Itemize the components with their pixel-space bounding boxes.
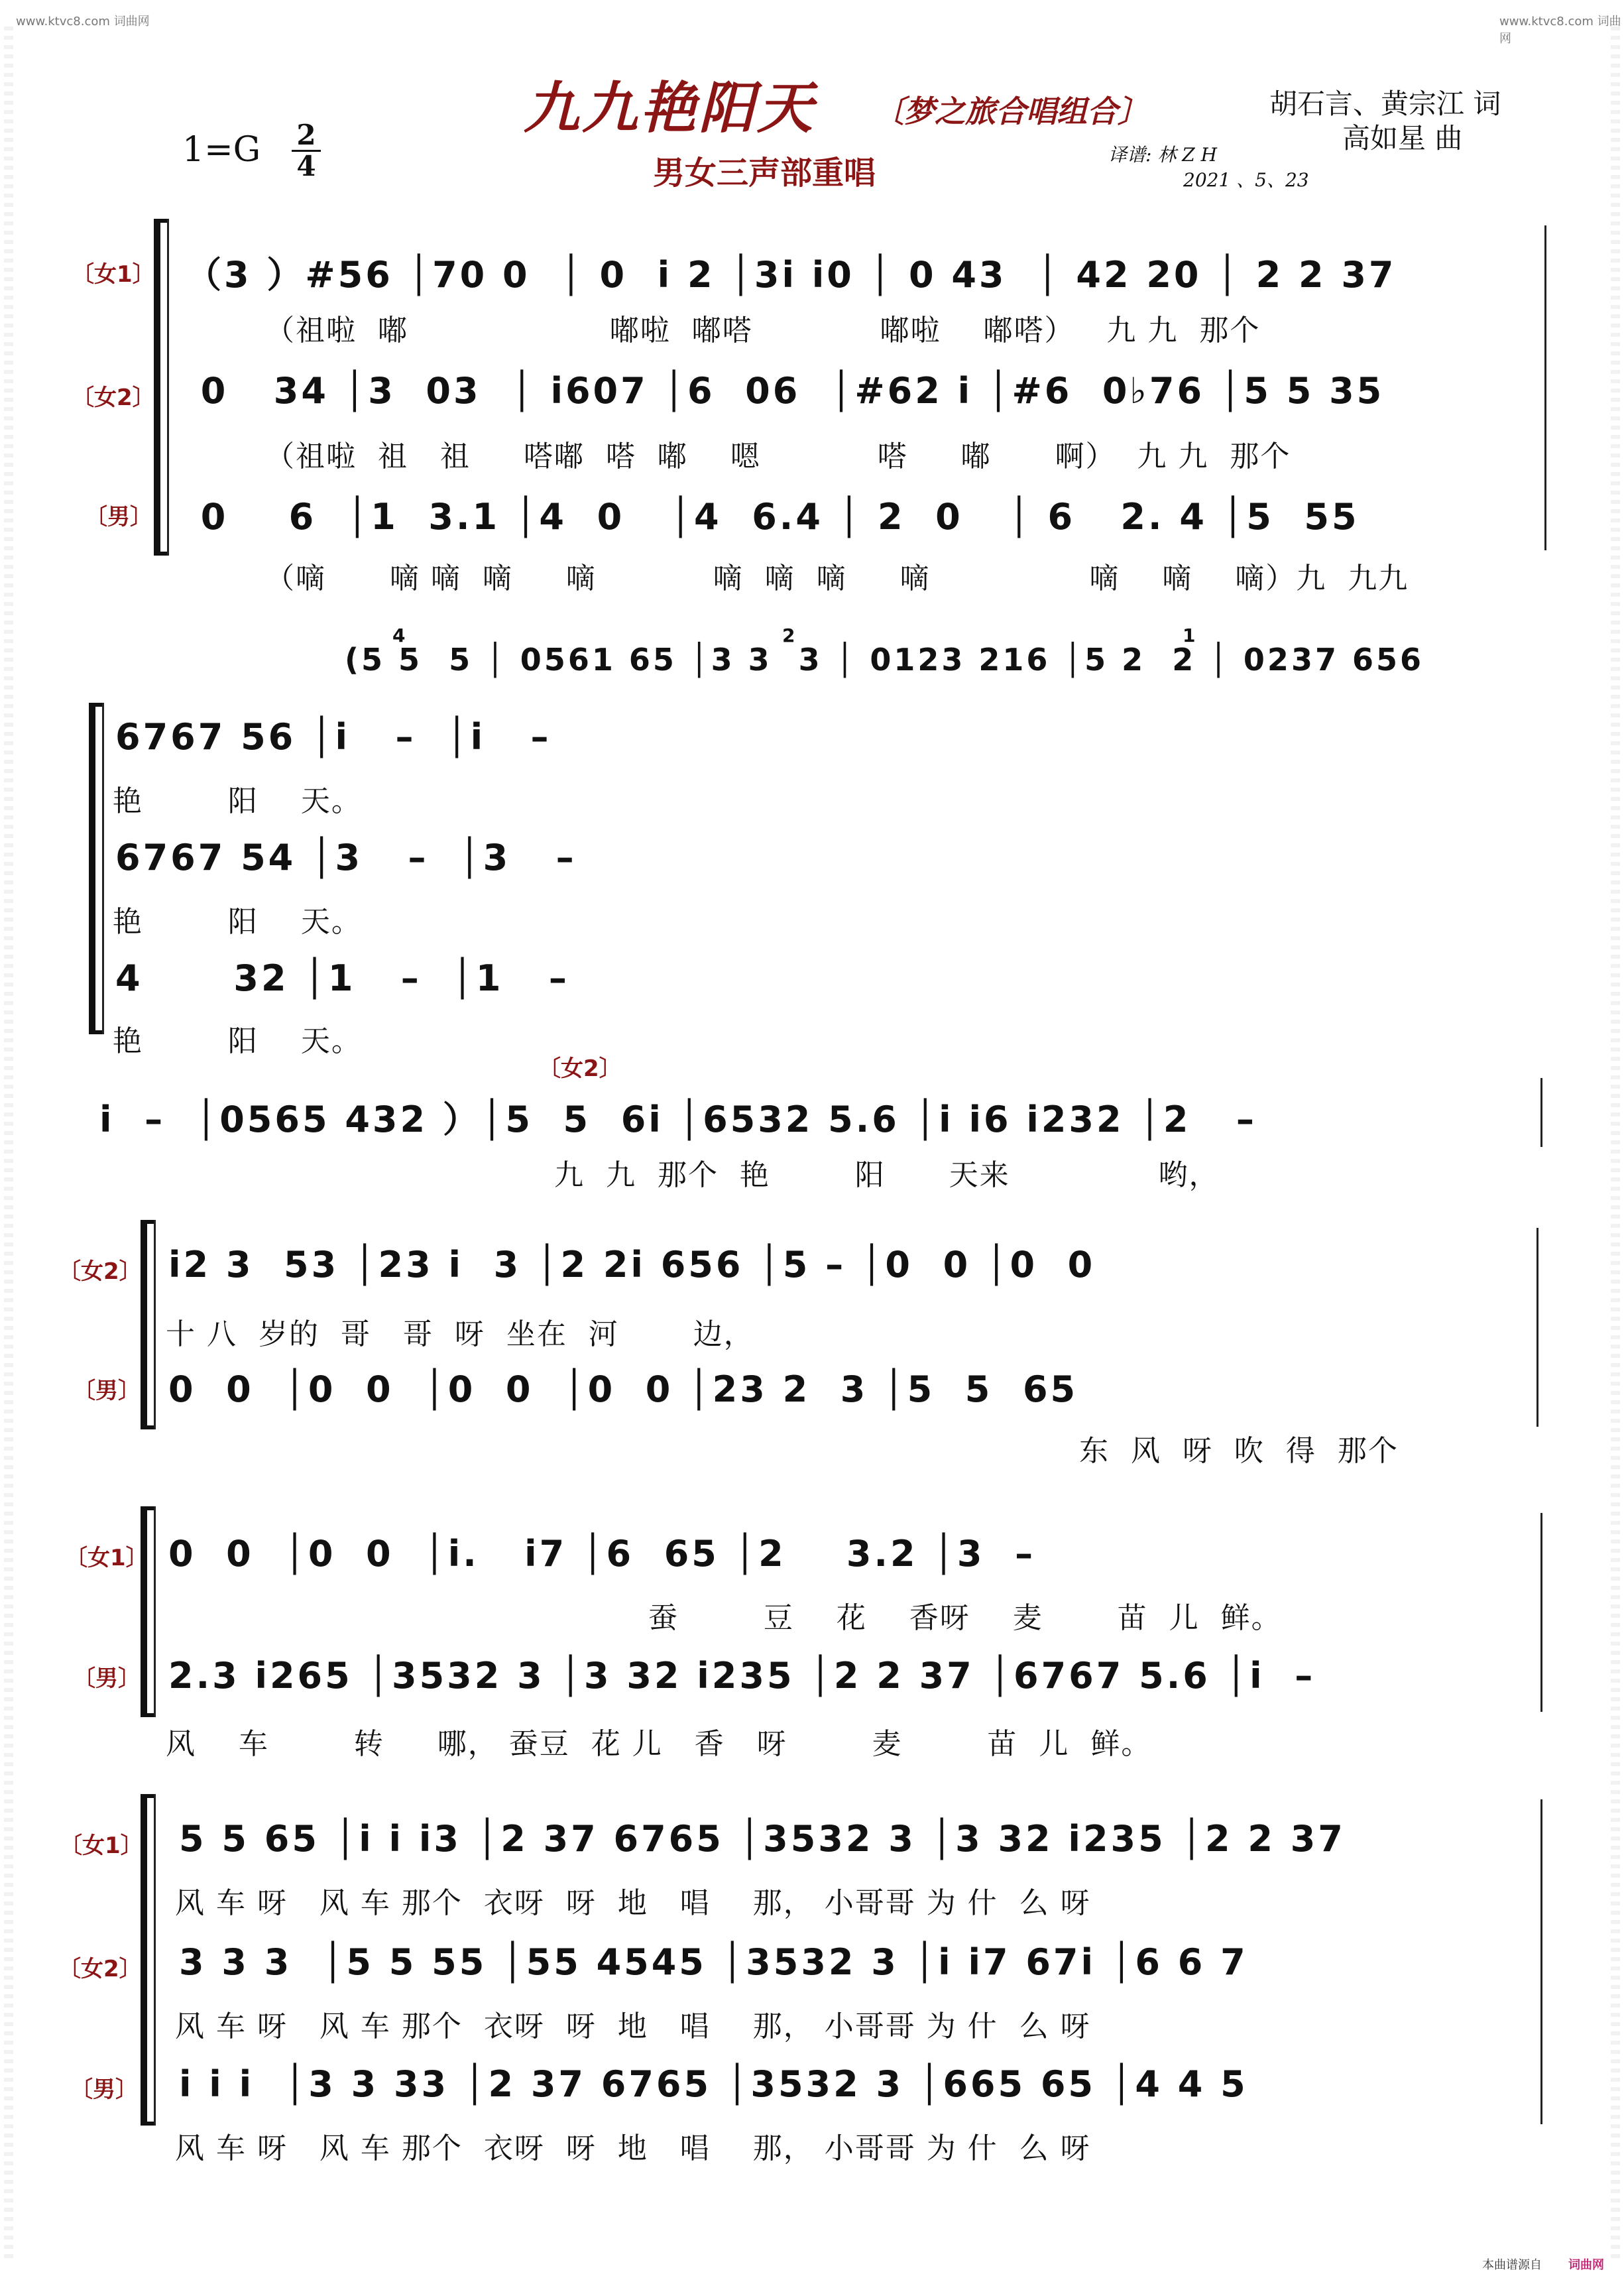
grace-note: 2 [782,625,795,646]
time-signature [292,121,321,181]
brace-cap [141,1506,155,1510]
arrangement-subtitle: 男女三声部重唱 [653,154,876,192]
time-numerator: 2 [296,119,316,151]
part-label-m: 〔男〕 [70,2076,138,2103]
system2-m-notes: 4 32 │1 – │1 – [115,957,569,999]
system5-m-lyrics: 风 车 转 哪， 蚕豆 花 儿 香 呀 麦 苗 儿 鲜。 [166,1727,1152,1761]
brace-cap [154,219,168,223]
system4-brace [141,1220,147,1429]
system5-f1-lyrics: 蚕 豆 花 香呀 麦 苗 儿 鲜。 [648,1601,1282,1635]
right-margin-strip [1611,27,1620,2261]
lyricist-credit: 胡石言、黄宗江 词 [1269,88,1501,120]
system3-notes: i – │0565 432 ）│5 5 6i │6532 5.6 │i i6 i232 │2 – [99,1099,1257,1140]
system6-f2-notes: 3 3 3 │5 5 55 │55 4545 │3532 3 │i i7 67i │6 6 7 [179,1941,1248,1983]
brace-cap [89,703,103,707]
part-label-f2: 〔女2〕 [72,385,155,411]
system1-m-notes: 0 6 │1 3.1 │4 0 │4 6.4 │ 2 0 │ 6 2. 4 │5 55 [186,496,1360,538]
system6-barline-start [154,1794,156,2126]
song-title: 九九艳阳天 [524,76,816,141]
system5-m-notes: 2.3 i265 │3532 3 │3 32 i235 │2 2 37 │6767 5.6 │i – [168,1655,1316,1697]
grace-note: 4 [392,625,406,646]
part-label-m: 〔男〕 [85,504,152,530]
brace-cap [141,1794,155,1798]
key-signature: 1=G [182,130,261,170]
performer-group: 〔梦之旅合唱组合〕 [874,93,1148,129]
system1-f1-lyrics: （祖啦 嘟 嘟啦 嘟嗒 嘟啦 嘟嗒） 九 九 那个 [265,314,1261,347]
system6-barline-end [1540,1799,1542,2124]
system5-barline-start [154,1506,156,1717]
system6-m-notes: i i i │3 3 33 │2 37 6765 │3532 3 │665 65 │4 4 5 [179,2063,1248,2105]
system2-f2-notes: 6767 54 │3 – │3 – [115,837,577,878]
part-label-m: 〔男〕 [73,1665,141,1692]
site-watermark-left: www.ktvc8.com 词曲网 [16,15,150,29]
system2-f2-lyrics: 艳 阳 天。 [113,905,362,939]
brace-cap [141,1425,155,1429]
time-denominator: 4 [292,150,321,181]
system6-f2-lyrics: 风 车 呀 风 车 那个 衣呀 呀 地 唱 那， 小哥哥 为 什 么 呀 [175,2010,1091,2043]
system5-brace [141,1506,147,1717]
part-label-f2-solo: 〔女2〕 [538,1055,622,1082]
system2-brace [89,703,95,1034]
system2-f1-notes: 6767 56 │i – │i – [115,716,551,758]
part-label-f1: 〔女1〕 [72,261,155,288]
system5-f1-notes: 0 0 │0 0 │i. i7 │6 65 │2 3.2 │3 – [168,1533,1036,1575]
system3-barline-end [1540,1078,1542,1147]
system4-m-notes: 0 0 │0 0 │0 0 │0 0 │23 2 3 │5 5 65 [168,1368,1078,1410]
left-margin-strip [4,27,13,2261]
brace-cap [141,2122,155,2126]
system2-intro-notes: (5 5 5 │ 0561 65 │3 3 3 │ 0123 216 │5 2 2 │ 0237 656 [345,642,1424,678]
transcription-date: 2021 、5、23 [1183,169,1309,191]
part-label-f1: 〔女1〕 [60,1833,143,1859]
brace-cap [141,1713,155,1717]
composer-credit: 高如星 曲 [1342,122,1463,154]
system1-f2-notes: 0 34 │3 03 │ i607 │6 06 │#62 i │#6 0♭76 │5 5 35 [186,370,1385,412]
brace-cap [141,1220,155,1224]
system1-m-lyrics: （嘀 嘀 嘀 嘀 嘀 嘀 嘀 嘀 嘀 嘀 嘀 嘀）九 九九 [265,562,1409,595]
footer-site: 词曲网 [1568,2258,1604,2272]
system3-lyrics: 九 九 那个 艳 阳 天来 哟， [554,1158,1220,1192]
system6-f1-notes: 5 5 65 │i i i3 │2 37 6765 │3532 3 │3 32 i235 │2 2 37 [179,1818,1346,1860]
system2-m-lyrics: 艳 阳 天。 [113,1024,362,1058]
transcriber-credit: 译谱: 林 Z H [1108,144,1218,166]
system4-barline-end [1537,1228,1538,1427]
footer-source: 本曲谱源自 [1482,2258,1542,2272]
system6-m-lyrics: 风 车 呀 风 车 那个 衣呀 呀 地 唱 那， 小哥哥 为 什 么 呀 [175,2132,1091,2165]
part-label-m: 〔男〕 [73,1378,141,1404]
brace-cap [154,552,168,556]
system5-barline-end [1540,1513,1542,1712]
part-label-f2: 〔女2〕 [58,1956,142,1982]
system1-f2-lyrics: （祖啦 祖 祖 嗒嘟 嗒 嘟 嗯 嗒 嘟 啊） 九 九 那个 [265,440,1291,473]
system4-m-lyrics: 东 风 呀 吹 得 那个 [1079,1434,1399,1468]
system1-barline-start [167,219,169,556]
part-label-f1: 〔女1〕 [65,1545,148,1571]
system4-barline-start [154,1220,156,1429]
system4-f2-lyrics: 十 八 岁的 哥 哥 呀 坐在 河 边， [166,1317,754,1351]
site-watermark-right: www.ktvc8.com 词曲网 [1499,15,1621,46]
system1-f1-notes: （3 ）#56 │70 0 │ 0 i 2 │3i i0 │ 0 43 │ 42 20 │ 2 2 37 [186,254,1397,296]
grace-note: 1 [1183,625,1196,646]
system2-f1-lyrics: 艳 阳 天。 [113,784,362,818]
system2-barline-start [102,703,104,1034]
system4-f2-notes: i2 3 53 │23 i 3 │2 2i 656 │5 – │0 0 │0 0 [168,1244,1096,1286]
system1-barline-end [1544,225,1546,550]
system6-f1-lyrics: 风 车 呀 风 车 那个 衣呀 呀 地 唱 那， 小哥哥 为 什 么 呀 [175,1886,1091,1920]
brace-cap [89,1030,103,1034]
part-label-f2: 〔女2〕 [58,1258,142,1285]
